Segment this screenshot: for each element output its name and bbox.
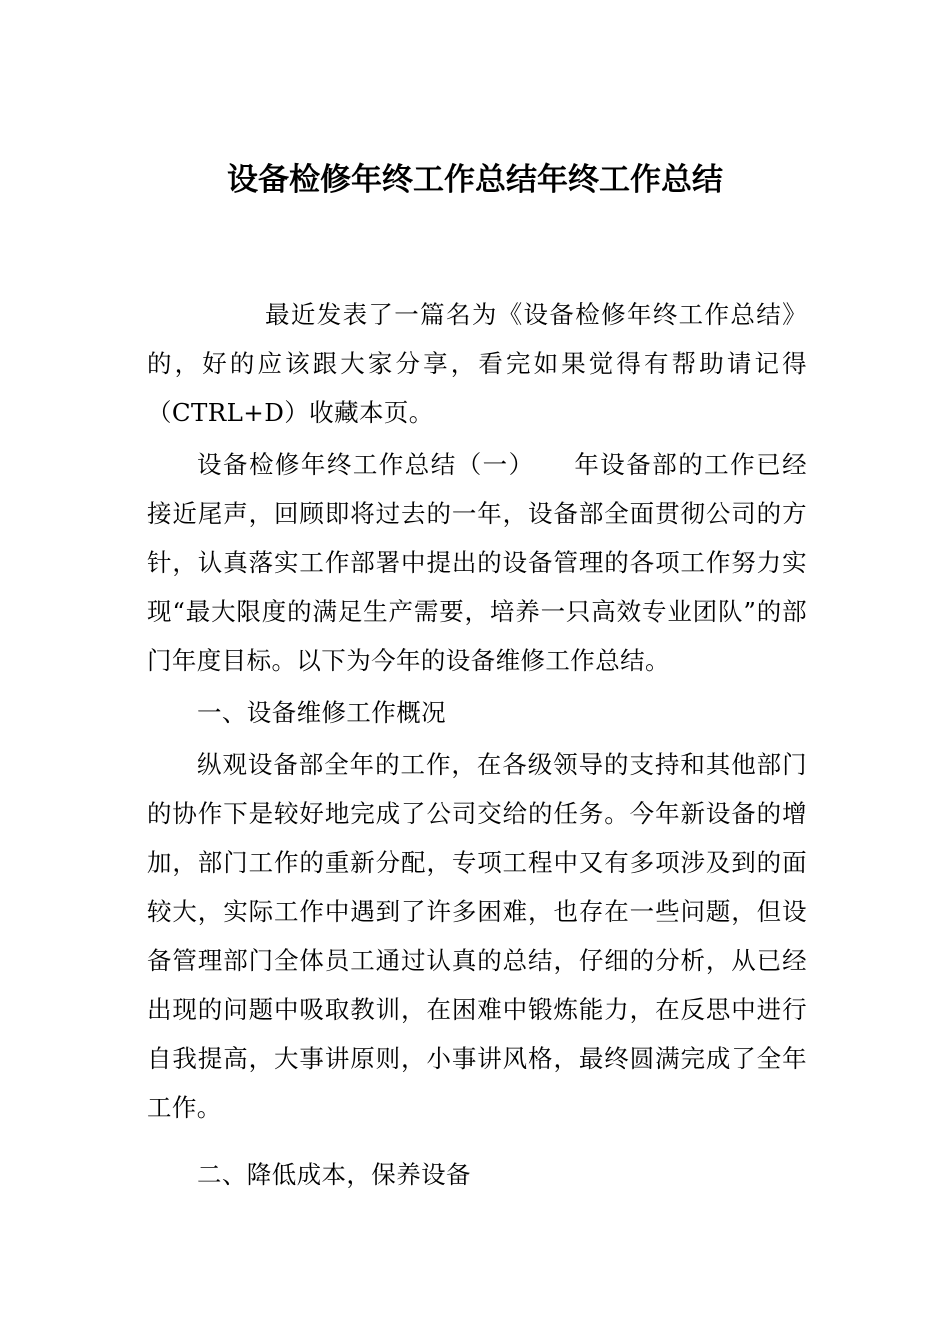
section-heading-1: 一、设备维修工作概况 [197, 698, 446, 727]
document-body [147, 290, 807, 1199]
summary-paragraph-1: 设备检修年终工作总结（一） 年设备部的工作已经接近尾声，回顾即将过去的一年，设备部全面贯彻公司的方针，认真落实工作部署中提出的设备管理的各项工作努力实现“最大限度的满足生产需要，培养一只高效专业团队”的部门年度目标。以下为今年的设备维修工作总结。 [147, 450, 807, 675]
intro-paragraph: 最近发表了一篇名为《设备检修年终工作总结》的，好的应该跟大家分享，看完如果觉得有帮助请记得（CTRL+D）收藏本页。 [147, 300, 807, 427]
section-heading-2: 二、降低成本，保养设备 [197, 1160, 471, 1189]
section-paragraph-1: 纵观设备部全年的工作，在各级领导的支持和其他部门的协作下是较好地完成了公司交给的任务。今年新设备的增加，部门工作的重新分配，专项工程中又有多项涉及到的面较大，实际工作中遇到了许多困难，也存在一些问题，但设备管理部门全体员工通过认真的总结，仔细的分析，从已经出现的问题中吸取教训，在困难中锻炼能力，在反思中进行自我提高，大事讲原则，小事讲风格，最终圆满完成了全年工作。 [147, 750, 807, 1122]
document-title: 设备检修年终工作总结年终工作总结 [227, 162, 723, 198]
